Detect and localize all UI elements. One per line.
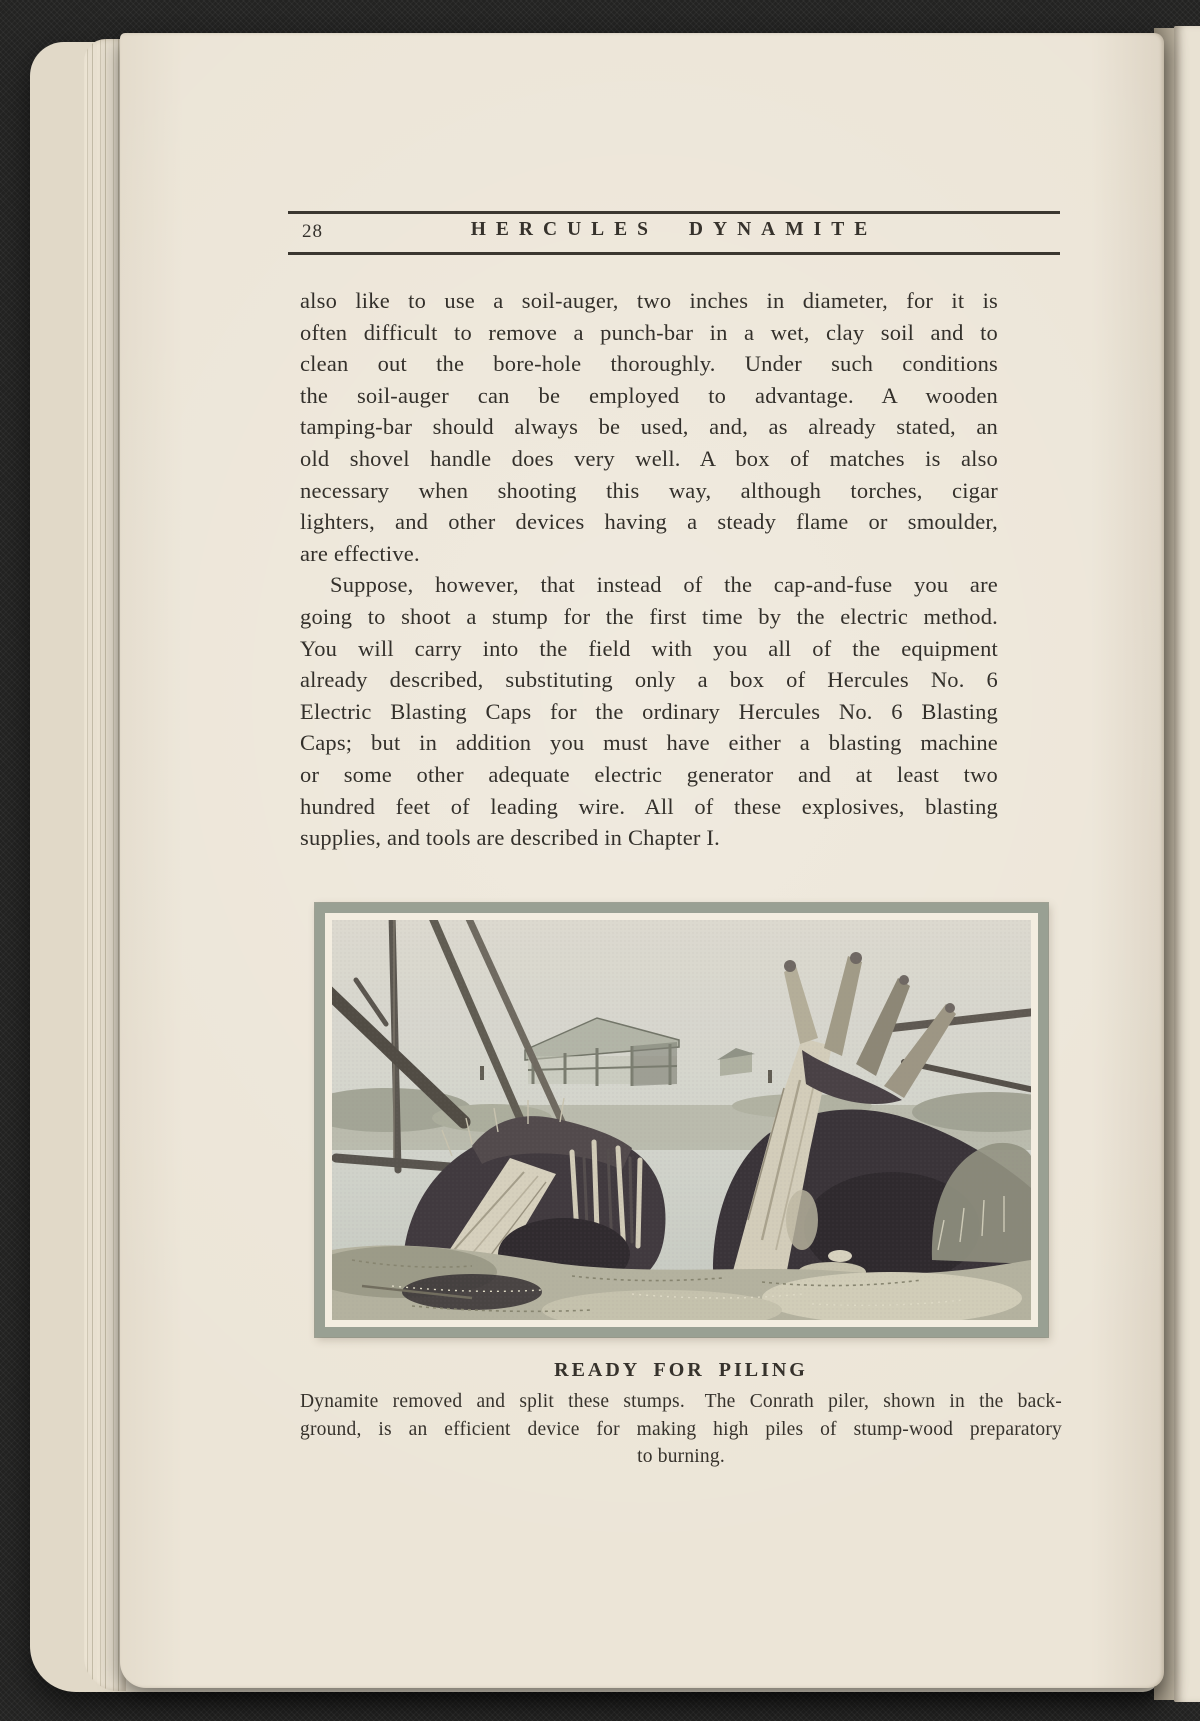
text-line: Caps; but in addition you must have either a blasting machine (300, 730, 998, 756)
next-page-edge (1174, 26, 1200, 1702)
photo-illustration (332, 920, 1031, 1320)
paragraph-2 (300, 569, 998, 853)
caption-line: Dynamite removed and split these stumps. The Conrath piler, shown in the back- (300, 1391, 1062, 1412)
text-line: Electric Blasting Caps for the ordinary Hercules No. 6 Blasting (300, 698, 998, 724)
text-line: hundred feet of leading wire. All of these explosives, blasting (300, 793, 998, 819)
page-number: 28 (302, 221, 323, 242)
text-line: lighters, and other devices having a steady flame or smoulder, (300, 509, 998, 535)
text-line: the soil-auger can be employed to advantage. A wooden (300, 382, 998, 408)
figure-caption (300, 1359, 1062, 1471)
header-rule-bottom (288, 252, 1060, 255)
body-text (300, 285, 998, 854)
text-line: clean out the bore-hole thoroughly. Under such conditions (300, 351, 998, 377)
text-line: going to shoot a stump for the first time by the electric method. (300, 603, 998, 629)
header-rule-top (288, 211, 1060, 214)
caption-line: to burning. (637, 1446, 725, 1467)
text-line: or some other adequate electric generator and at least two (300, 761, 998, 787)
sepia-wash (332, 920, 1031, 1320)
text-line: also like to use a soil-auger, two inches in diameter, for it is (300, 288, 998, 313)
paragraph-1 (300, 285, 998, 569)
text-line: old shovel handle does very well. A box of matches is also (300, 445, 998, 471)
text-line: already described, substituting only a box of Hercules No. 6 (300, 667, 998, 693)
text-line: are effective. (300, 540, 420, 566)
caption-title: READY FOR PILING (554, 1359, 808, 1381)
text-line: necessary when shooting this way, although torches, cigar (300, 477, 998, 503)
text-line: supplies, and tools are described in Chapter I. (300, 825, 720, 851)
book-page (120, 33, 1164, 1688)
text-line: tamping-bar should always be used, and, as already stated, an (300, 414, 998, 440)
text-line: often difficult to remove a punch-bar in a wet, clay soil and to (300, 319, 998, 345)
text-line: You will carry into the field with you all of the equipment (300, 635, 998, 661)
caption-text (300, 1388, 1062, 1471)
text-line: Suppose, however, that instead of the cap-and-fuse you are (330, 572, 998, 598)
caption-line: ground, is an efficient device for making high piles of stump-wood preparatory (300, 1418, 1062, 1440)
stump-photograph (315, 903, 1048, 1337)
running-title: HERCULES DYNAMITE (470, 219, 878, 240)
